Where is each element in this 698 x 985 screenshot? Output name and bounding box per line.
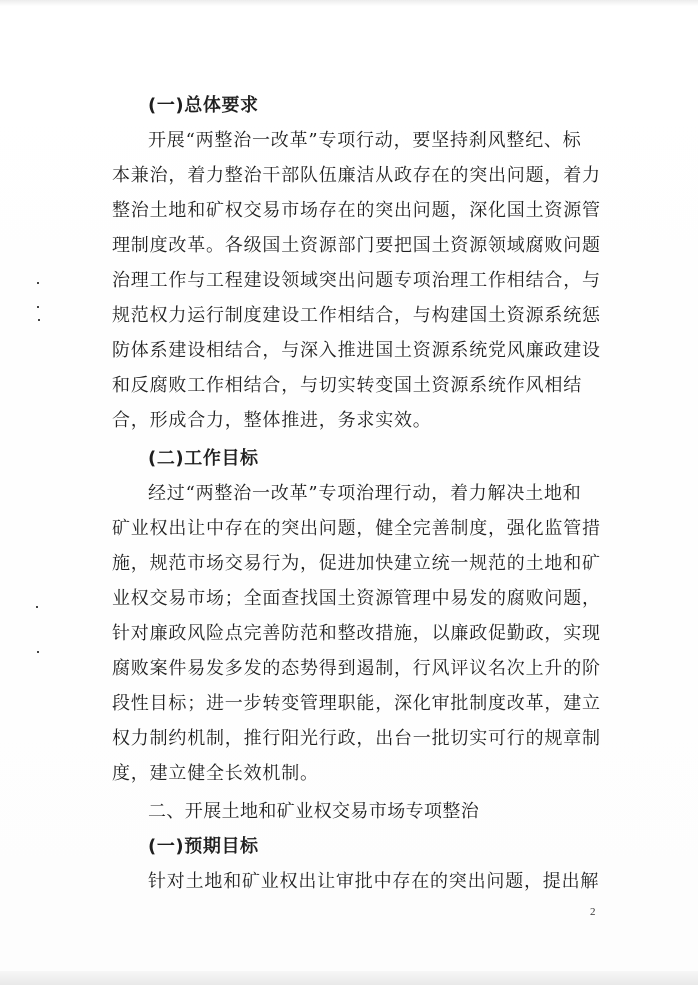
paragraph-line: 开展“两整治一改革”专项行动，要坚持刹风整纪、标 <box>148 130 582 151</box>
page-number: 2 <box>590 906 596 918</box>
scan-speck <box>38 319 40 321</box>
paragraph-line: 施，规范市场交易行为，促进加快建立统一规范的土地和矿 <box>112 553 601 574</box>
scan-bottom-edge <box>0 971 698 985</box>
scan-speck <box>37 306 39 308</box>
section-heading: (二)工作目标 <box>148 448 259 469</box>
paragraph-line: 整治土地和矿权交易市场存在的突出问题，深化国土资源管 <box>112 200 601 221</box>
paragraph-line: 针对土地和矿业权出让审批中存在的突出问题，提出解 <box>148 871 600 892</box>
paragraph-line: 针对廉政风险点完善防范和整改措施，以廉政促勤政，实现 <box>112 623 601 644</box>
part-two <box>112 794 604 899</box>
section-general-requirements <box>112 88 604 438</box>
paragraph-line: 矿业权出让中存在的突出问题，健全完善制度，强化监管措 <box>112 518 601 539</box>
section-work-goals <box>112 441 604 791</box>
scan-speck <box>37 282 39 284</box>
paragraph-line: 度，建立健全长效机制。 <box>112 763 319 784</box>
scan-speck <box>37 651 39 653</box>
section-heading: (一)总体要求 <box>148 95 259 116</box>
paragraph-line: 腐败案件易发多发的态势得到遏制，行风评议名次上升的阶 <box>112 658 601 679</box>
paragraph-line: 合，形成合力，整体推进，务求实效。 <box>112 410 432 431</box>
paragraph-line: 权力制约机制，推行阳光行政，出台一批切实可行的规章制 <box>112 728 601 749</box>
section-heading: (一)预期目标 <box>148 836 259 857</box>
paragraph-line: 规范权力运行制度建设工作相结合，与构建国土资源系统惩 <box>112 305 601 326</box>
paragraph-line: 防体系建设相结合，与深入推进国土资源系统党风廉政建设 <box>112 340 601 361</box>
paragraph-line: 本兼治，着力整治干部队伍廉洁从政存在的突出问题，着力 <box>112 165 601 186</box>
paragraph-line: 业权交易市场；全面查找国土资源管理中易发的腐败问题， <box>112 588 601 609</box>
paragraph-line: 经过“两整治一改革”专项治理行动，着力解决土地和 <box>148 483 582 504</box>
scan-top-edge <box>0 0 698 6</box>
paragraph-line: 段性目标；进一步转变管理职能，深化审批制度改革，建立 <box>112 693 601 714</box>
scan-speck <box>36 606 38 608</box>
paragraph-line: 治理工作与工程建设领域突出问题专项治理工作相结合，与 <box>112 270 601 291</box>
paragraph-line: 和反腐败工作相结合，与切实转变国土资源系统作风相结 <box>112 375 582 396</box>
paragraph-line: 理制度改革。各级国土资源部门要把国土资源领域腐败问题 <box>112 235 601 256</box>
part-title: 二、开展土地和矿业权交易市场专项整治 <box>148 801 480 822</box>
